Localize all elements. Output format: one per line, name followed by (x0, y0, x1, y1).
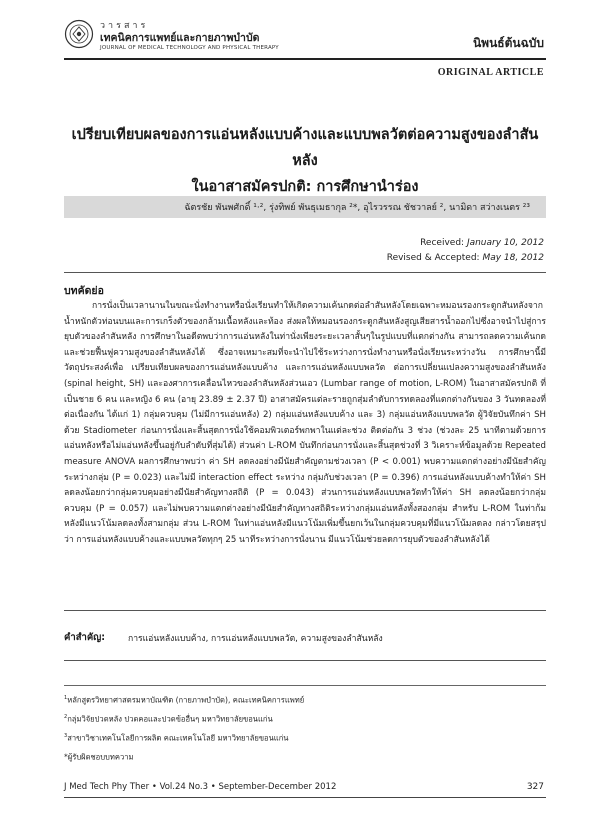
article-type-english: ORIGINAL ARTICLE (437, 67, 544, 78)
journal-logo (64, 19, 94, 49)
footnote-item: $^2$กลุ่มวิจัยปวดหลัง ปวดคอและปวดข้ออื่นๆ มหาวิทยาลัยขอนแก่น (64, 714, 273, 724)
keywords-bottom-rule (64, 660, 546, 661)
revised-date: May 18, 2012 (482, 253, 544, 263)
article-dates (387, 236, 544, 266)
page-number: 327 (526, 782, 544, 792)
header-rule (64, 58, 546, 60)
journal-label: วารสาร (100, 21, 149, 31)
article-title (64, 122, 546, 200)
author-list: ฉัตรชัย พันพศักดิ์ ¹·², รุ่งทิพย์ พันธุเมธากุล ²*, อุไรวรรณ ชัชวาลย์ ², นามิดา สว่างเนตร ²³ (184, 203, 530, 213)
footer-journal-info: J Med Tech Phy Ther • Vol.24 No.3 • September-December 2012 (64, 782, 337, 792)
footnote-item: $^1$หลักสูตรวิทยาศาสตรมหาบัณฑิต (กายภาพบำบัด), คณะเทคนิคการแพทย์ (64, 695, 305, 705)
received-date: January 10, 2012 (466, 238, 544, 248)
title-line-2: ในอาสาสมัครปกติ: การศึกษานำร่อง (191, 179, 419, 195)
footnote-item: $^3$สาขาวิชาเทคโนโลยีการผลิต คณะเทคโนโลยี มหาวิทยาลัยขอนแก่น (64, 733, 289, 743)
journal-name-english: JOURNAL OF MEDICAL TECHNOLOGY AND PHYSICAL THERAPY (100, 45, 279, 51)
abstract-heading: บทคัดย่อ (64, 285, 104, 297)
title-line-1: เปรียบเทียบผลของการแอ่นหลังแบบค้างและแบบพลวัตต่อความสูงของลำสันหลัง (71, 127, 539, 169)
revised-line (387, 251, 544, 266)
footnote-item: *ผู้รับผิดชอบบทความ (64, 752, 134, 762)
received-label: Received: (420, 238, 465, 248)
footnote-rule (64, 685, 546, 686)
journal-name-thai: เทคนิคการแพทย์และกายภาพบำบัด (100, 32, 260, 44)
footer-rule (64, 797, 546, 798)
article-type-thai: นิพนธ์ต้นฉบับ (472, 36, 544, 50)
keywords-label: คำสำคัญ: (64, 632, 106, 643)
dates-rule (64, 272, 546, 273)
abstract-body: การนั่งเป็นเวลานานในขณะนั่งทำงานหรือนั่งเรียนทำให้เกิดความเค้นกดต่อลำสันหลังโดยเฉพาะหมอนรองกระดูกสันหลังจากน้ำหนักตัวท่อนบนและการเกร็งตัวของกล้ามเนื้อหลังและท้อง ส่งผลให้หมอนรองกระดูกสันหลังสูญเสียสารน้ำออกไปซึ่งอาจนำไปสู่การยุบตัวของลำสันหลัง การศึกษาในอดีตพบว่าการแอ่นหลังในท่านั่งเพียงระยะเวลาสั้นๆในรูปแบบที่แตกต่างกัน สามารถลดความเค้นกดและช่วยฟื้นฟูความสูงของลำสันหลังได้ ซึ่งอาจเหมาะสมที่จะนำไปใช้ระหว่างการนั่งทำงานหรือนั่งเรียนระหว่างวัน การศึกษานี้มีวัตถุประสงค์เพื่อ เปรียบเทียบผลของการแอ่นหลังแบบค้าง และการแอ่นหลังแบบพลวัต ต่อการเปลี่ยนแปลงความสูงของลำสันหลัง (spinal height, SH) และองศาการเคลื่อนไหวของลำสันหลังส่วนเอว (Lumbar range of motion, L-ROM) ในอาสาสมัครปกติ ที่เป็นชาย 6 คน และหญิง 6 คน (อายุ 23.89 ± 2.37 ปี) อาสาสมัครแต่ละรายถูกสุ่มลำดับการทดลองที่แตกต่างกันของ 3 วันทดลองที่ต่อเนื่องกัน ได้แก่ 1) กลุ่มควบคุม (ไม่มีการแอ่นหลัง) 2) กลุ่มแอ่นหลังแบบค้าง และ 3) กลุ่มแอ่นหลังแบบพลวัต ผู้วิจัยบันทึกค่า SH ด้วย Stadiometer ก่อนการนั่งและสิ้นสุดการนั่งใช้คอมพิวเตอร์พกพาในแต่ละช่วง ติดต่อกัน 3 ช่วง (ช่วงละ 25 นาทีตามด้วยการแอ่นหลังหรือไม่แอ่นหลังขึ้นอยู่กับลำดับที่สุ่มได้) ส่วนค่า L-ROM บันทึกก่อนการนั่งและสิ้นสุดช่วงที่ 3 วิเคราะห์ข้อมูลด้วย Repeated measure ANOVA ผลการศึกษาพบว่า ค่า SH ลดลงอย่างมีนัยสำคัญตามช่วงเวลา (P < 0.001) พบความแตกต่างอย่างมีนัยสำคัญระหว่างกลุ่ม (P = 0.023) และไม่มี interaction effect ระหว่าง กลุ่มกับช่วงเวลา (P = 0.396) การแอ่นหลังแบบค้างทำให้ค่า SH ลดลงน้อยกว่ากลุ่มควบคุมอย่างมีนัยสำคัญทางสถิติ (P = 0.043) ส่วนการแอ่นหลังแบบพลวัตทำให้ค่า SH ลดลงน้อยกว่ากลุ่มควบคุม (P = 0.057) และไม่พบความแตกต่างอย่างมีนัยสำคัญทางสถิติระหว่างกลุ่มแอ่นหลังทั้งสองกลุ่ม สำหรับ L-ROM ในท่าก้มหลังมีแนวโน้มลดลงทั้งสามกลุ่ม ส่วน L-ROM ในท่าแอ่นหลังมีแนวโน้มเพิ่มขึ้นยกเว้นในกลุ่มควบคุมที่มีแนวโน้มลดลง กล่าวโดยสรุปว่า การแอ่นหลังแบบค้างและแบบพลวัตทุกๆ 25 นาทีระหว่างการนั่งนาน มีแนวโน้มช่วยลดการยุบตัวของลำสันหลังได้ (64, 301, 546, 545)
footnotes (64, 690, 304, 766)
keywords-top-rule (64, 610, 546, 611)
keywords-text: การแอ่นหลังแบบค้าง, การแอ่นหลังแบบพลวัต, ความสูงของลำสันหลัง (128, 634, 383, 644)
revised-label: Revised & Accepted: (386, 253, 480, 263)
received-line (387, 236, 544, 251)
